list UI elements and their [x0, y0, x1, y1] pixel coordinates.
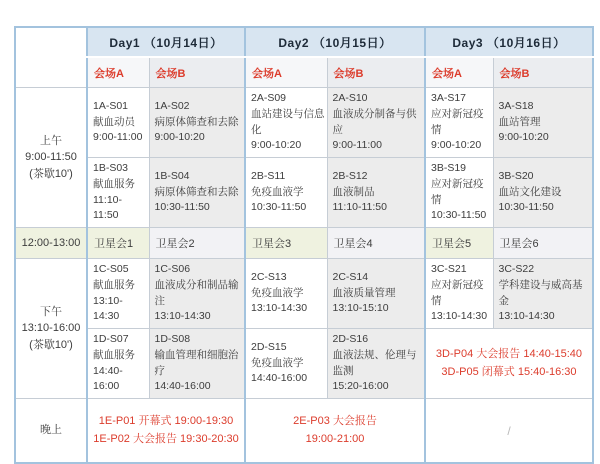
day1-header: Day1 （10月14日）: [87, 27, 245, 57]
session-title: 病原体筛查和去除: [154, 185, 239, 198]
satellite-session-6: 卫星会6: [493, 228, 593, 259]
session-code: 2A-S09: [251, 92, 287, 104]
session-title: 应对新冠疫情: [431, 278, 484, 307]
session-title: 病原体筛查和去除: [154, 115, 239, 128]
day2-venue-a-header: 会场A: [245, 57, 327, 88]
session-time: 13:10-14:30: [154, 310, 211, 323]
session-cell: [425, 259, 493, 329]
session-code: 2C-S13: [251, 270, 287, 283]
session-time: 15:20-16:00: [332, 380, 389, 393]
session-time: 14:40-16:00: [154, 380, 211, 393]
session-code: 1B-S04: [154, 169, 190, 182]
day3-venue-b-header: 会场B: [493, 57, 593, 88]
session-cell: [87, 88, 149, 158]
day2-evening-plenary-cell: [245, 399, 425, 464]
session-code: 3B-S19: [431, 162, 467, 174]
session-cell: [327, 329, 425, 399]
time-slot-afternoon: [15, 259, 87, 399]
session-code: 3B-S20: [498, 169, 534, 182]
day2-header: Day2 （10月15日）: [245, 27, 425, 57]
session-cell: [87, 259, 149, 329]
session-code: 3A-S17: [431, 92, 467, 104]
session-cell: [149, 329, 245, 399]
session-code: 2B-S11: [251, 169, 286, 182]
session-time: 9:00-10:20: [498, 131, 549, 144]
session-title: 应对新冠疫情: [431, 177, 484, 206]
session-title: 献血服务: [93, 278, 135, 291]
session-title: 血液成分制备与供应: [332, 107, 417, 136]
satellite-session-2: 卫星会2: [149, 228, 245, 259]
session-time: 10:30-11:50: [431, 209, 487, 222]
session-cell: [245, 259, 327, 329]
session-title: 血站建设与信息化: [251, 107, 325, 136]
session-time: 10:30-11:50: [154, 201, 210, 214]
session-title: 血站管理: [498, 115, 541, 128]
session-cell: [149, 88, 245, 158]
corner-blank-cell: [15, 27, 87, 88]
time-slot-afternoon-label: 下午: [40, 305, 62, 318]
session-title: 献血动员: [93, 115, 135, 128]
session-time: 9:00-10:20: [154, 131, 205, 144]
session-time: 13:10-14:30: [498, 310, 555, 323]
time-slot-evening: 晚上: [15, 399, 87, 464]
session-code: 2A-S10: [332, 92, 368, 104]
session-code: 1C-S06: [154, 263, 191, 275]
day3-evening-empty-cell: /: [425, 399, 593, 464]
session-title: 免疫血液学: [251, 356, 304, 369]
session-code: 1A-S02: [154, 99, 190, 112]
session-time: 9:00-10:20: [251, 139, 302, 152]
session-code: 3A-S18: [498, 99, 534, 112]
session-cell: [149, 259, 245, 329]
time-slot-afternoon-break: (茶歇10'): [29, 338, 73, 351]
session-code: 2D-S15: [251, 340, 287, 353]
session-cell: [425, 158, 493, 228]
session-code: 1C-S05: [93, 263, 129, 275]
session-cell: [327, 259, 425, 329]
plenary-line: 3D-P04 大会报告 14:40-15:40: [435, 347, 583, 360]
session-title: 献血服务: [93, 177, 135, 190]
session-cell: [493, 158, 593, 228]
day3-closing-plenary-cell: [425, 329, 593, 399]
session-code: 2C-S14: [332, 270, 369, 283]
time-slot-morning-range: 9:00-11:50: [25, 151, 77, 164]
session-cell: [327, 88, 425, 158]
session-title: 免疫血液学: [251, 185, 304, 198]
day1-venue-a-header: 会场A: [87, 57, 149, 88]
plenary-line: 2E-P03 大会报告: [293, 414, 377, 427]
session-title: 血站文化建设: [498, 185, 562, 198]
session-title: 血液质量管理: [332, 286, 396, 299]
session-cell: [245, 88, 327, 158]
session-cell: [493, 259, 593, 329]
session-time: 14:40-16:00: [93, 364, 123, 393]
session-cell: [327, 158, 425, 228]
session-title: 免疫血液学: [251, 286, 304, 299]
session-code: 3C-S22: [498, 263, 535, 275]
day2-venue-b-header: 会场B: [327, 57, 425, 88]
satellite-session-5: 卫星会5: [425, 228, 493, 259]
session-time: 13:10-14:30: [431, 310, 488, 323]
session-code: 2D-S16: [332, 333, 369, 345]
plenary-line: 1E-P01 开幕式 19:00-19:30: [98, 414, 234, 427]
time-slot-morning-break: (茶歇10'): [29, 167, 73, 180]
session-title: 学科建设与威高基金: [498, 278, 583, 307]
session-time: 14:40-16:00: [251, 372, 308, 385]
session-code: 3C-S21: [431, 263, 467, 275]
plenary-line: 1E-P02 大会报告 19:30-20:30: [93, 432, 239, 445]
session-title: 血液制品: [332, 185, 375, 198]
session-time: 13:10-14:30: [93, 294, 123, 323]
session-code: 1D-S08: [154, 333, 191, 345]
time-slot-afternoon-range: 13:10-16:00: [21, 322, 81, 335]
plenary-line: 19:00-21:00: [305, 432, 365, 445]
session-time: 13:10-15:10: [332, 302, 389, 315]
session-title: 应对新冠疫情: [431, 107, 484, 136]
plenary-line: 3D-P05 闭幕式 15:40-16:30: [441, 365, 577, 378]
session-title: 输血管理和细胞治疗: [154, 348, 239, 377]
session-time: 11:10-11:50: [332, 201, 387, 214]
satellite-session-4: 卫星会4: [327, 228, 425, 259]
day3-venue-a-header: 会场A: [425, 57, 493, 88]
session-cell: [245, 158, 327, 228]
session-cell: [245, 329, 327, 399]
day3-header: Day3 （10月16日）: [425, 27, 593, 57]
session-cell: [149, 158, 245, 228]
session-time: 9:00-11:00: [332, 139, 382, 152]
day1-evening-plenary-cell: [87, 399, 245, 464]
session-title: 血液成分和制品输注: [154, 278, 239, 307]
time-slot-noon: 12:00-13:00: [15, 228, 87, 259]
session-time: 10:30-11:50: [251, 201, 307, 214]
satellite-session-1: 卫星会1: [87, 228, 149, 259]
session-time: 10:30-11:50: [498, 201, 554, 214]
session-time: 9:00-11:00: [93, 131, 143, 144]
session-time: 9:00-10:20: [431, 139, 482, 152]
session-cell: [425, 88, 493, 158]
satellite-session-3: 卫星会3: [245, 228, 327, 259]
session-time: 11:10-11:50: [93, 193, 122, 222]
session-title: 血液法规、伦理与监测: [332, 348, 417, 377]
day1-venue-b-header: 会场B: [149, 57, 245, 88]
session-code: 1A-S01: [93, 99, 129, 112]
session-code: 1B-S03: [93, 162, 129, 174]
session-cell: [493, 88, 593, 158]
conference-schedule-table: [14, 26, 594, 464]
session-title: 献血服务: [93, 348, 135, 361]
session-cell: [87, 329, 149, 399]
schedule-table-container: [14, 26, 600, 464]
session-code: 2B-S12: [332, 169, 368, 182]
time-slot-morning-label: 上午: [40, 134, 62, 147]
time-slot-morning: [15, 88, 87, 228]
session-code: 1D-S07: [93, 333, 129, 345]
session-cell: [87, 158, 149, 228]
session-time: 13:10-14:30: [251, 302, 308, 315]
